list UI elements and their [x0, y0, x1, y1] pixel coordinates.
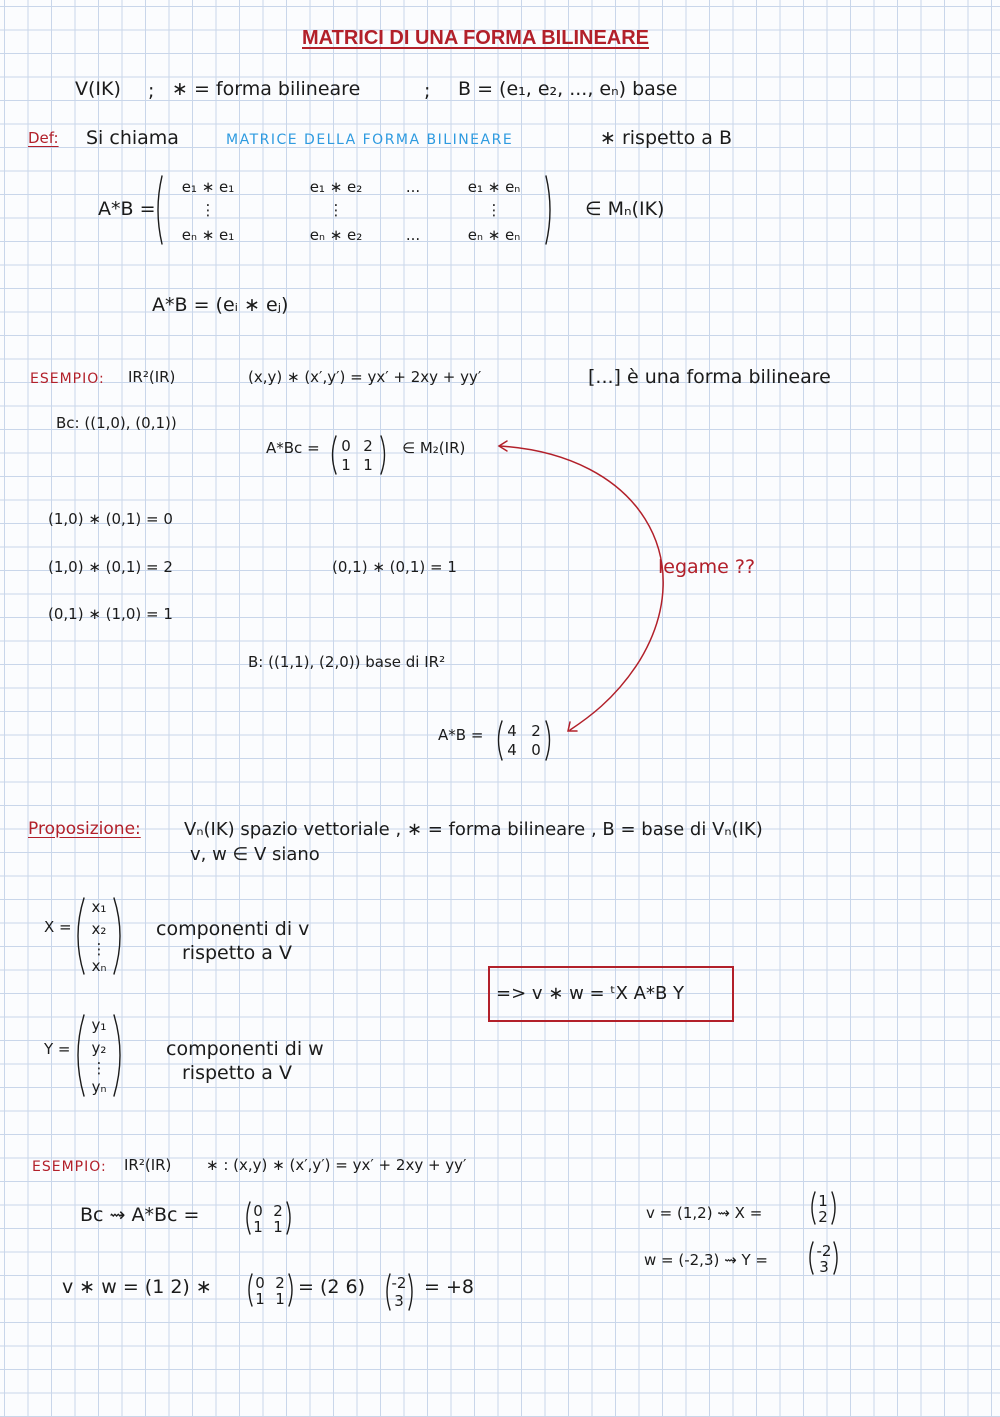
left-bracket [78, 898, 84, 974]
left-bracket [158, 176, 162, 244]
vector-cell: xₙ [91, 957, 107, 975]
vector-cell: y₂ [91, 1039, 107, 1057]
vector-cell: 3 [394, 1292, 404, 1310]
matrix-cell: ... [405, 226, 421, 244]
intro-basis: B = (e₁, e₂, ..., eₙ) base [458, 78, 678, 100]
page-title: MATRICI DI UNA FORMA BILINEARE [302, 27, 650, 49]
matrix-membership: ∈ Mₙ(IK) [585, 198, 665, 220]
matrix-cell: 1 [341, 456, 351, 474]
vector-cell: -2 [816, 1242, 832, 1260]
link-arrow [499, 441, 663, 731]
example-rule: (x,y) ∗ (x′,y′) = yx′ + 2xy + yy′ [248, 368, 482, 386]
matrix-cell: 4 [507, 741, 517, 759]
left-bracket [249, 1274, 252, 1306]
matrix-cell: 2 [363, 437, 373, 455]
matrix-cell: 2 [273, 1202, 283, 1220]
example-2-space: IR²(IR) [124, 1156, 172, 1174]
compact-notation: A*B = (eᵢ ∗ eⱼ) [152, 294, 289, 316]
matrix-cell: ⋮ [486, 201, 502, 219]
link-label: legame ?? [658, 556, 756, 578]
left-bracket [499, 721, 503, 760]
right-bracket [546, 176, 550, 244]
y-description: componenti di w [166, 1038, 324, 1060]
left-bracket [387, 1274, 390, 1310]
matrix-cell: 1 [363, 456, 373, 474]
right-bracket [289, 1274, 292, 1306]
product-mid: = (2 6) [298, 1276, 366, 1298]
example-2-rule: ∗ : (x,y) ∗ (x′,y′) = yx′ + 2xy + yy′ [206, 1156, 467, 1174]
basis-map: Bc ⇝ A*Bc = [80, 1204, 200, 1226]
matrix-cell: 0 [255, 1274, 265, 1292]
y-label: Y = [44, 1040, 71, 1058]
other-basis: B: ((1,1), (2,0)) base di IR² [248, 653, 446, 671]
matrix-cell: e₁ ∗ eₙ [467, 178, 521, 196]
proposition-line-2: v, w ∈ V siano [190, 844, 320, 865]
vector-cell: y₁ [91, 1016, 107, 1034]
matrix-cell: 0 [253, 1202, 263, 1220]
vector-cell: 3 [819, 1258, 829, 1276]
left-bracket [247, 1202, 250, 1234]
matrix-cell: ... [405, 178, 421, 196]
calc-line: (0,1) ∗ (0,1) = 1 [332, 558, 457, 576]
matrix-cell: 4 [507, 722, 517, 740]
v-map: v = (1,2) ⇝ X = [646, 1204, 763, 1222]
vector-cell: x₂ [91, 920, 107, 938]
vector-cell: 2 [818, 1208, 828, 1226]
left-bracket [333, 436, 337, 474]
matrix-bc-name: A*Bc = [266, 439, 320, 457]
left-bracket [812, 1192, 815, 1224]
right-bracket [834, 1242, 837, 1274]
left-bracket [810, 1242, 813, 1274]
vector-cell: ⋮ [91, 940, 107, 958]
x-description: componenti di v [156, 918, 310, 940]
right-bracket [546, 721, 550, 760]
definition-highlight: MATRICE DELLA FORMA BILINEARE [226, 132, 514, 148]
product-left: v ∗ w = (1 2) ∗ [62, 1276, 212, 1298]
right-bracket [409, 1274, 412, 1310]
right-bracket [832, 1192, 835, 1224]
right-bracket [381, 436, 385, 474]
example-space: IR²(IR) [128, 368, 176, 386]
matrix-cell: 1 [275, 1290, 285, 1308]
matrix-cell: e₁ ∗ e₂ [309, 178, 363, 196]
x-description: rispetto a V [182, 942, 292, 964]
definition-label: Def: [28, 129, 59, 147]
matrix-cell: 1 [273, 1218, 283, 1236]
matrix-cell: eₙ ∗ e₁ [181, 226, 235, 244]
definition-text-after: ∗ rispetto a B [600, 127, 732, 149]
vector-cell: 1 [818, 1192, 828, 1210]
proposition-label: Proposizione: [28, 819, 141, 839]
right-bracket [114, 898, 120, 974]
calc-line: (0,1) ∗ (1,0) = 1 [48, 605, 173, 623]
matrix-cell: eₙ ∗ e₂ [309, 226, 363, 244]
matrix-cell: 0 [531, 741, 541, 759]
canonical-basis: Bc: ((1,0), (0,1)) [56, 414, 177, 432]
matrix-cell: 2 [275, 1274, 285, 1292]
product-result: = +8 [424, 1276, 474, 1298]
example-comment: [...] è una forma bilineare [588, 366, 831, 388]
intro-separator-2: ; [424, 80, 431, 102]
matrix-cell: e₁ ∗ e₁ [181, 178, 235, 196]
calc-line: (1,0) ∗ (0,1) = 2 [48, 558, 173, 576]
intro-space: V(IK) [75, 78, 121, 100]
matrix-name: A*B = [98, 198, 156, 220]
intro-separator: ; [148, 80, 155, 102]
matrix-cell: 0 [341, 437, 351, 455]
intro-form: ∗ = forma bilineare [172, 78, 361, 100]
matrix-b-name: A*B = [438, 726, 484, 744]
matrix-cell: 1 [255, 1290, 265, 1308]
calc-line: (1,0) ∗ (0,1) = 0 [48, 510, 173, 528]
result-formula: => v ∗ w = ᵗX A*B Y [496, 983, 685, 1004]
w-map: w = (-2,3) ⇝ Y = [644, 1251, 768, 1269]
y-description: rispetto a V [182, 1062, 292, 1084]
matrix-bc-space: ∈ M₂(IR) [402, 439, 466, 457]
matrix-cell: ⋮ [200, 201, 216, 219]
matrix-cell: eₙ ∗ eₙ [467, 226, 521, 244]
matrix-cell: 1 [253, 1218, 263, 1236]
x-label: X = [44, 918, 72, 936]
vector-cell: -2 [391, 1274, 407, 1292]
vector-cell: ⋮ [91, 1059, 107, 1077]
proposition-line-1: Vₙ(IK) spazio vettoriale , ∗ = forma bilineare , B = base di Vₙ(IK) [184, 819, 763, 840]
definition-text-before: Si chiama [86, 127, 179, 149]
matrix-cell: ⋮ [328, 201, 344, 219]
right-bracket [287, 1202, 290, 1234]
vector-cell: yₙ [91, 1078, 107, 1096]
left-bracket [78, 1015, 84, 1096]
example-label: ESEMPIO: [30, 371, 105, 387]
matrix-cell: 2 [531, 722, 541, 740]
right-bracket [114, 1015, 120, 1096]
vector-cell: x₁ [91, 898, 107, 916]
example-2-label: ESEMPIO: [32, 1159, 107, 1175]
